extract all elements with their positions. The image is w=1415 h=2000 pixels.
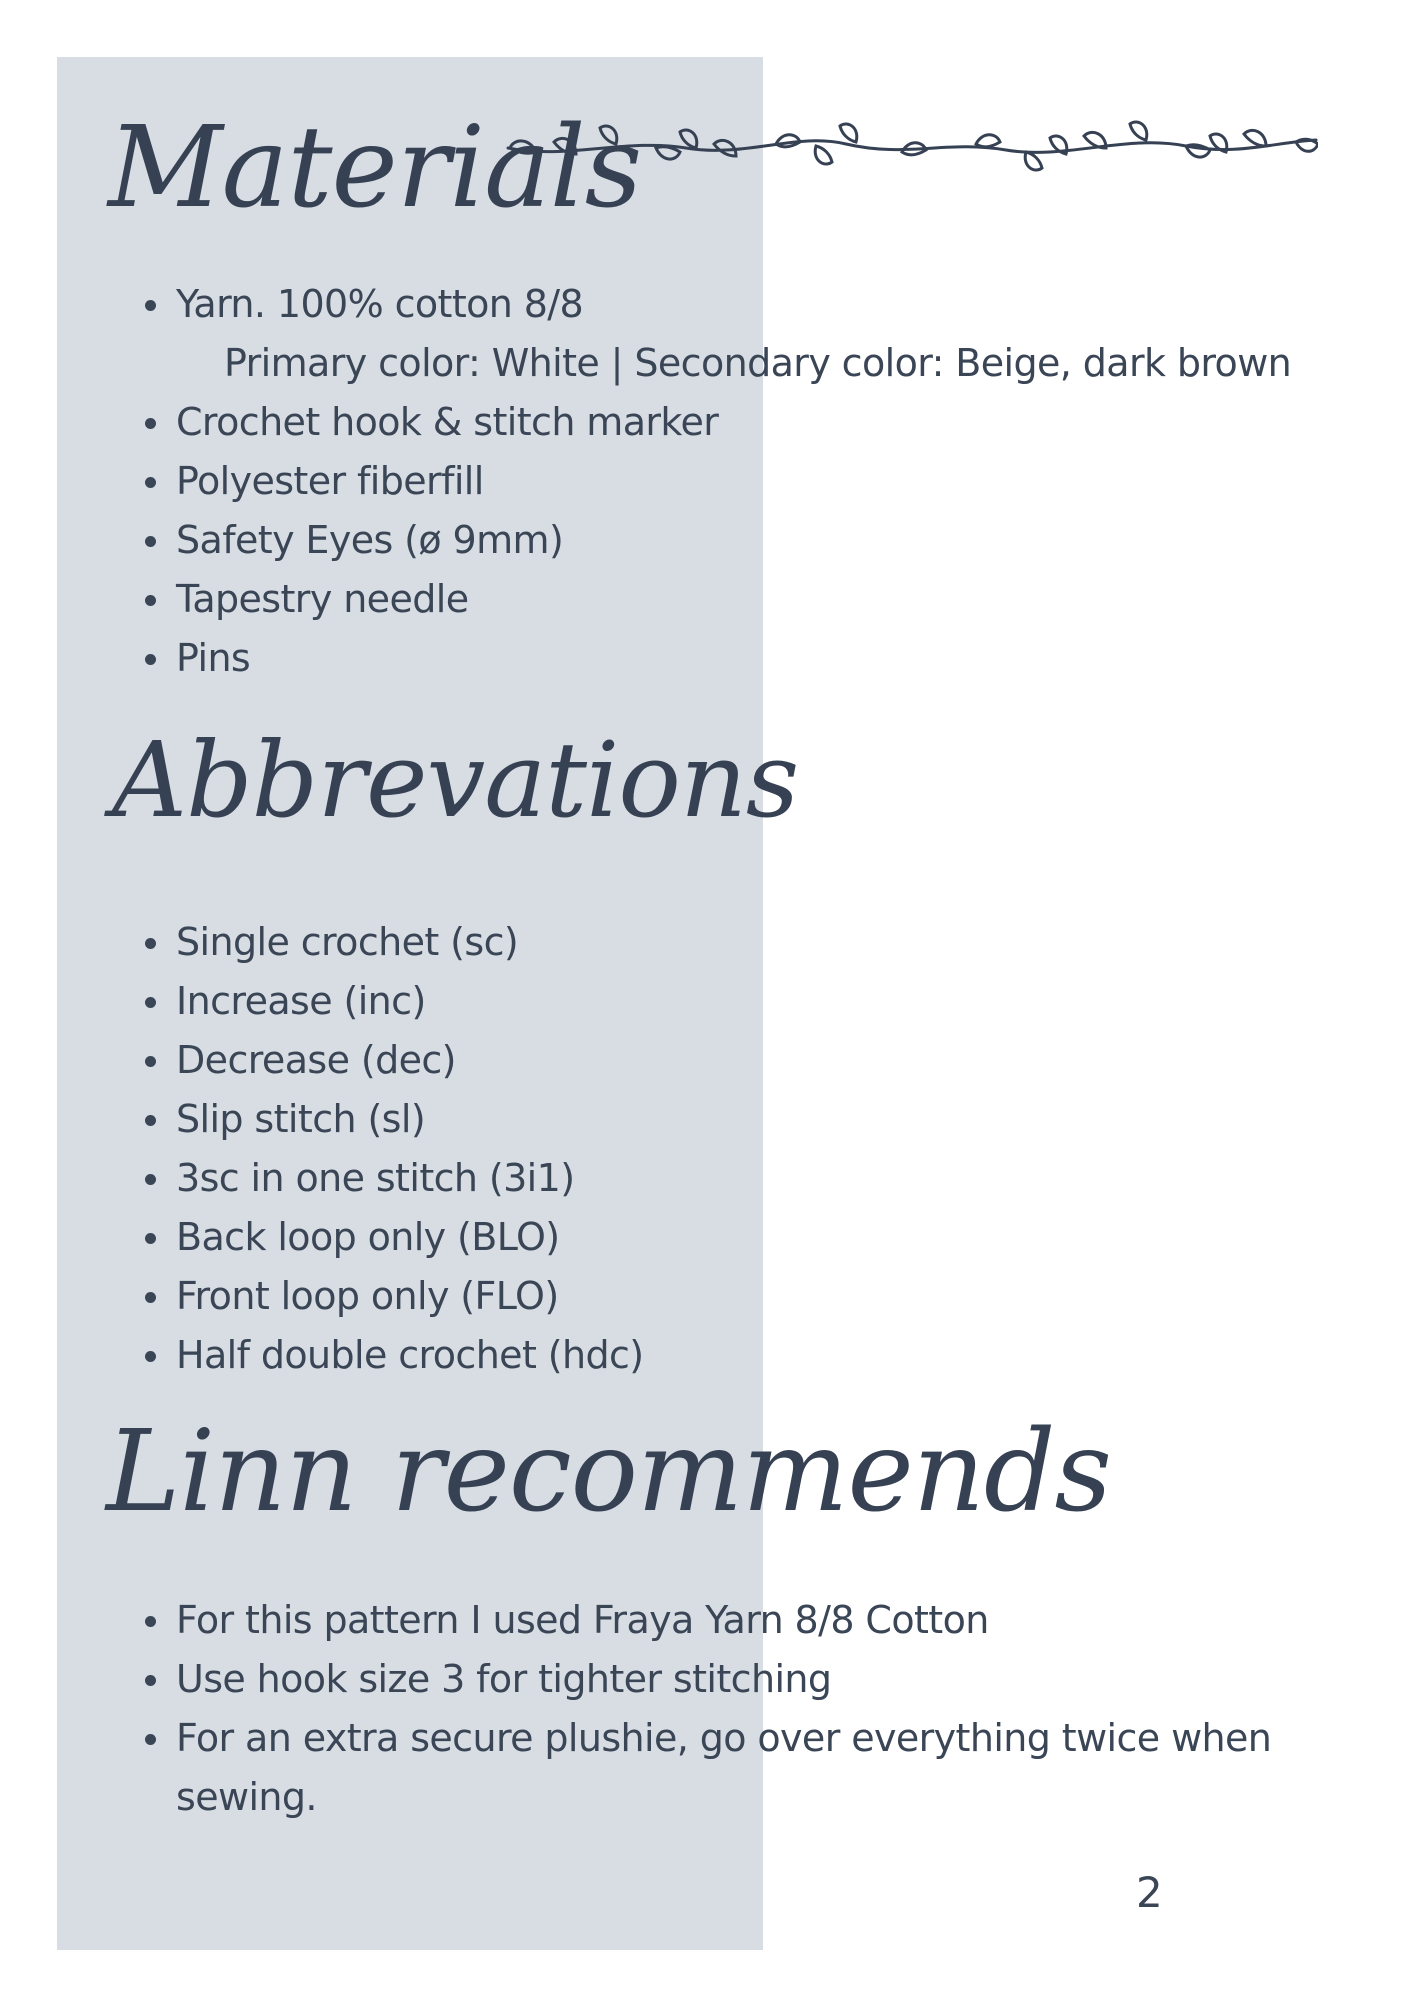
materials-list — [0, 275, 1291, 688]
leafy-vine-divider-icon — [506, 118, 1318, 178]
list-item — [0, 913, 643, 972]
list-item — [0, 1267, 643, 1326]
abbreviations-heading: Abbrevations — [112, 719, 799, 841]
list-item — [0, 393, 1291, 452]
list-item — [0, 275, 1291, 393]
recommend-hook-size: Use hook size 3 for tighter stitching — [176, 1657, 832, 1701]
page-number: 2 — [1136, 1868, 1163, 1917]
abbrev-flo: Front loop only (FLO) — [176, 1274, 559, 1318]
abbrev-dec: Decrease (dec) — [176, 1038, 456, 1082]
list-item — [0, 629, 1291, 688]
list-item — [0, 1709, 1271, 1827]
list-item — [0, 511, 1291, 570]
abbrev-inc: Increase (inc) — [176, 979, 426, 1023]
material-pins: Pins — [176, 636, 251, 680]
material-fiberfill: Polyester fiberfill — [176, 459, 484, 503]
material-safety-eyes: Safety Eyes (ø 9mm) — [176, 518, 564, 562]
list-item — [0, 452, 1291, 511]
material-yarn: Yarn. 100% cotton 8/8 — [176, 282, 584, 326]
abbrev-hdc: Half double crochet (hdc) — [176, 1333, 644, 1377]
recommend-sewing-continuation: sewing. — [176, 1775, 317, 1819]
material-tapestry-needle: Tapestry needle — [176, 577, 469, 621]
list-item — [0, 1591, 1271, 1650]
recommend-yarn: For this pattern I used Fraya Yarn 8/8 Cotton — [176, 1598, 989, 1642]
list-item — [0, 972, 643, 1031]
abbreviations-list — [0, 913, 643, 1385]
abbrev-sc: Single crochet (sc) — [176, 920, 519, 964]
abbrev-sl: Slip stitch (sl) — [176, 1097, 426, 1141]
list-item — [0, 1090, 643, 1149]
list-item — [0, 570, 1291, 629]
list-item — [0, 1208, 643, 1267]
list-item — [0, 1031, 643, 1090]
recommend-sewing: For an extra secure plushie, go over everything twice when — [176, 1716, 1272, 1760]
material-crochet-hook: Crochet hook & stitch marker — [176, 400, 719, 444]
abbrev-blo: Back loop only (BLO) — [176, 1215, 560, 1259]
abbrev-3i1: 3sc in one stitch (3i1) — [176, 1156, 575, 1200]
yarn-colors: Primary color: White | Secondary color: Beige, dark brown — [224, 341, 1292, 385]
recommends-heading: Linn recommends — [106, 1407, 1112, 1537]
list-item — [0, 1149, 643, 1208]
recommends-list — [0, 1591, 1271, 1827]
materials-heading: Materials — [108, 103, 642, 233]
list-item — [0, 1326, 643, 1385]
list-item — [0, 1650, 1271, 1709]
